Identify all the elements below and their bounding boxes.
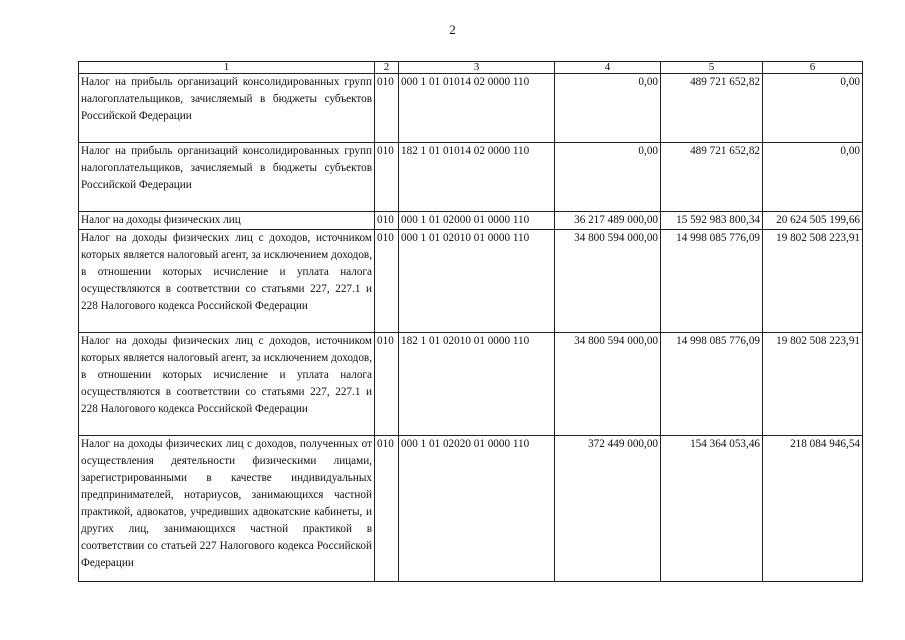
row-budget-code: 182 1 01 01014 02 0000 110 [399,143,555,212]
row-value-4: 34 800 594 000,00 [555,230,661,333]
row-description: Налог на доходы физических лиц [79,212,375,230]
row-line-code: 010 [375,212,399,230]
row-budget-code: 000 1 01 01014 02 0000 110 [399,74,555,143]
row-value-5: 14 998 085 776,09 [661,333,763,436]
row-line-code: 010 [375,333,399,436]
row-value-4: 34 800 594 000,00 [555,333,661,436]
row-value-4: 36 217 489 000,00 [555,212,661,230]
row-value-4: 372 449 000,00 [555,436,661,582]
row-value-6: 218 084 946,54 [763,436,863,582]
row-description: Налог на доходы физических лиц с доходов, полученных от осуществления деятельности физическими лицами, зарегистрированными в качестве индивидуальных предпринимателей, нотариусов, занимающихся частной практикой, адвокатов, учредивших адвокатские кабинеты, и других лиц, занимающихся частной практикой в соответствии со статьей 227 Налогового кодекса Российской Федерации [79,436,375,582]
row-description: Налог на прибыль организаций консолидированных групп налогоплательщиков, зачисляемый в бюджеты субъектов Российской Федерации [79,143,375,212]
table-row [79,74,863,143]
header-col-6: 6 [763,62,863,74]
row-value-6: 19 802 508 223,91 [763,230,863,333]
table-row [79,143,863,212]
row-description: Налог на доходы физических лиц с доходов, источником которых является налоговый агент, за исключением доходов, в отношении которых исчисление и уплата налога осуществляются в соответствии со статьями 227, 227.1 и 228 Налогового кодекса Российской Федерации [79,230,375,333]
row-description: Налог на прибыль организаций консолидированных групп налогоплательщиков, зачисляемый в бюджеты субъектов Российской Федерации [79,74,375,143]
header-col-4: 4 [555,62,661,74]
row-value-5: 15 592 983 800,34 [661,212,763,230]
row-budget-code: 000 1 01 02010 01 0000 110 [399,230,555,333]
row-line-code: 010 [375,436,399,582]
row-value-6: 19 802 508 223,91 [763,333,863,436]
row-budget-code: 000 1 01 02000 01 0000 110 [399,212,555,230]
row-description: Налог на доходы физических лиц с доходов, источником которых является налоговый агент, за исключением доходов, в отношении которых исчисление и уплата налога осуществляются в соответствии со статьями 227, 227.1 и 228 Налогового кодекса Российской Федерации [79,333,375,436]
header-row [79,62,863,74]
row-value-4: 0,00 [555,143,661,212]
report-table [78,61,863,582]
row-value-6: 0,00 [763,74,863,143]
table-row [79,230,863,333]
row-value-5: 14 998 085 776,09 [661,230,763,333]
row-budget-code: 000 1 01 02020 01 0000 110 [399,436,555,582]
header-col-2: 2 [375,62,399,74]
row-line-code: 010 [375,74,399,143]
row-line-code: 010 [375,143,399,212]
header-col-5: 5 [661,62,763,74]
row-value-4: 0,00 [555,74,661,143]
row-value-6: 20 624 505 199,66 [763,212,863,230]
header-col-1: 1 [79,62,375,74]
table-row [79,333,863,436]
row-line-code: 010 [375,230,399,333]
row-value-5: 154 364 053,46 [661,436,763,582]
row-budget-code: 182 1 01 02010 01 0000 110 [399,333,555,436]
table-row [79,212,863,230]
table-row [79,436,863,582]
row-value-5: 489 721 652,82 [661,74,763,143]
row-value-5: 489 721 652,82 [661,143,763,212]
row-value-6: 0,00 [763,143,863,212]
page-number: 2 [449,22,456,37]
header-col-3: 3 [399,62,555,74]
